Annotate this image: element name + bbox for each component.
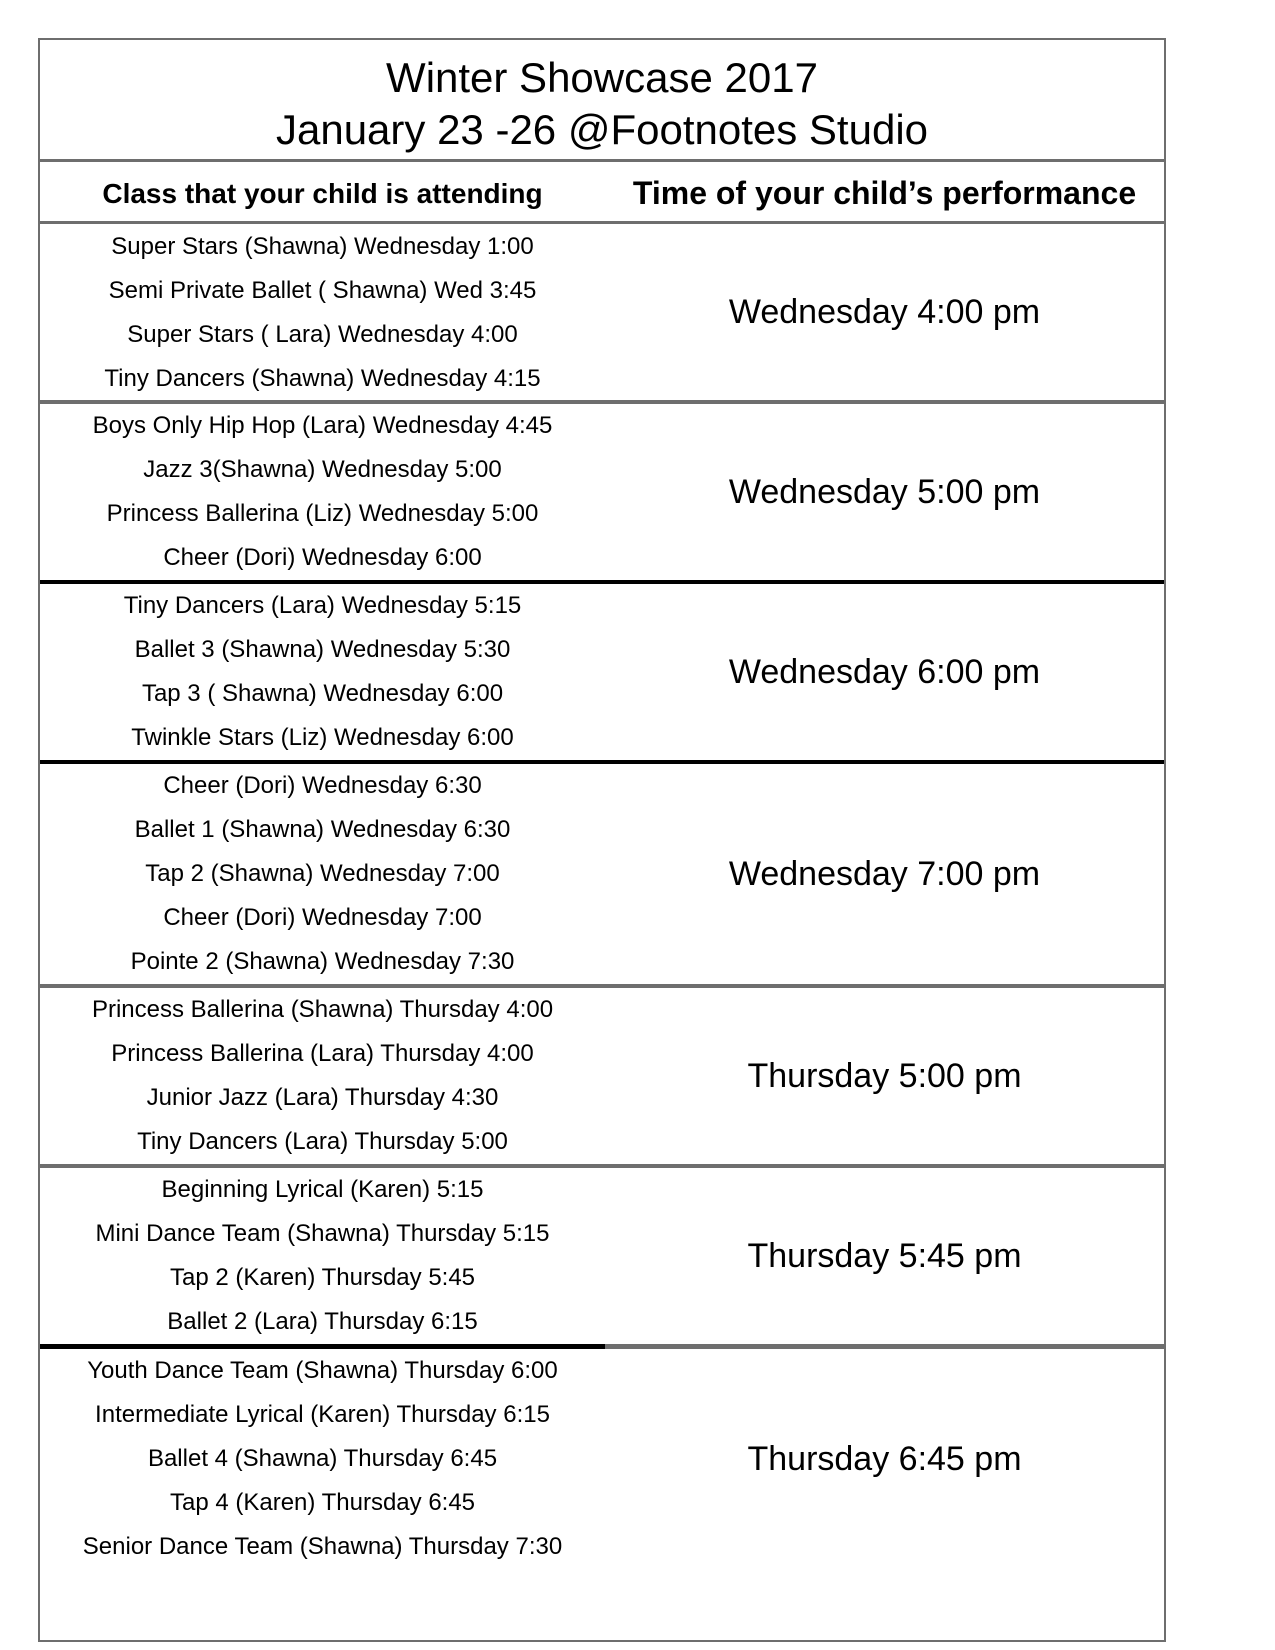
performance-time: Wednesday 4:00 pm	[728, 292, 1041, 331]
schedule-group	[40, 1349, 1164, 1569]
class-list	[40, 404, 605, 580]
class-item: Tiny Dancers (Lara) Wednesday 5:15	[123, 592, 522, 619]
class-item: Jazz 3(Shawna) Wednesday 5:00	[143, 456, 502, 483]
class-item: Princess Ballerina (Lara) Thursday 4:00	[111, 1040, 534, 1067]
class-item: Tap 3 ( Shawna) Wednesday 6:00	[141, 680, 504, 707]
class-item: Cheer (Dori) Wednesday 7:00	[163, 904, 482, 931]
class-item: Semi Private Ballet ( Shawna) Wed 3:45	[108, 277, 537, 304]
schedule-group	[40, 764, 1164, 984]
class-item: Boys Only Hip Hop (Lara) Wednesday 4:45	[92, 412, 553, 439]
class-item: Princess Ballerina (Shawna) Thursday 4:00	[91, 996, 554, 1023]
performance-time: Thursday 6:45 pm	[747, 1439, 1022, 1478]
schedule-group	[40, 404, 1164, 580]
class-item: Pointe 2 (Shawna) Wednesday 7:30	[130, 948, 515, 975]
class-item: Tiny Dancers (Shawna) Wednesday 4:15	[104, 365, 541, 392]
performance-time: Wednesday 6:00 pm	[728, 652, 1041, 691]
schedule-group	[40, 584, 1164, 760]
class-item: Tiny Dancers (Lara) Thursday 5:00	[137, 1128, 508, 1155]
class-item: Cheer (Dori) Wednesday 6:00	[163, 544, 482, 571]
class-list	[40, 584, 605, 760]
class-list	[40, 224, 605, 400]
title-block	[40, 40, 1164, 162]
schedule-group	[40, 988, 1164, 1164]
class-list	[40, 764, 605, 984]
performance-time: Wednesday 5:00 pm	[728, 472, 1041, 511]
class-item: Beginning Lyrical (Karen) 5:15	[161, 1176, 484, 1203]
schedule-group	[40, 224, 1164, 400]
class-list	[40, 1168, 605, 1344]
class-item: Intermediate Lyrical (Karen) Thursday 6:15	[95, 1401, 550, 1428]
class-item: Twinkle Stars (Liz) Wednesday 6:00	[131, 724, 514, 751]
class-item: Tap 2 (Shawna) Wednesday 7:00	[145, 860, 500, 887]
class-item: Ballet 1 (Shawna) Wednesday 6:30	[134, 816, 511, 843]
class-list	[40, 988, 605, 1164]
class-item: Cheer (Dori) Wednesday 6:30	[163, 772, 482, 799]
time-column-header: Time of your child’s performance	[632, 175, 1137, 211]
class-item: Ballet 3 (Shawna) Wednesday 5:30	[134, 636, 511, 663]
class-item: Mini Dance Team (Shawna) Thursday 5:15	[95, 1220, 550, 1247]
class-item: Super Stars (Shawna) Wednesday 1:00	[111, 233, 534, 260]
class-item: Senior Dance Team (Shawna) Thursday 7:30	[82, 1533, 563, 1560]
class-column-header: Class that your child is attending	[102, 177, 543, 209]
class-item: Super Stars ( Lara) Wednesday 4:00	[127, 321, 518, 348]
class-item: Ballet 4 (Shawna) Thursday 6:45	[147, 1445, 498, 1472]
class-item: Ballet 2 (Lara) Thursday 6:15	[167, 1308, 478, 1335]
class-item: Princess Ballerina (Liz) Wednesday 5:00	[106, 500, 539, 527]
performance-time: Wednesday 7:00 pm	[728, 854, 1041, 893]
class-item: Tap 4 (Karen) Thursday 6:45	[169, 1489, 476, 1516]
schedule-table	[38, 38, 1166, 1642]
class-list	[40, 1349, 605, 1569]
schedule-group	[40, 1168, 1164, 1344]
class-item: Youth Dance Team (Shawna) Thursday 6:00	[87, 1357, 558, 1384]
class-item: Junior Jazz (Lara) Thursday 4:30	[146, 1084, 499, 1111]
performance-time: Thursday 5:00 pm	[747, 1056, 1022, 1095]
title-line-1: Winter Showcase 2017	[386, 54, 818, 101]
title-line-2: January 23 -26 @Footnotes Studio	[275, 106, 929, 153]
column-header-row	[40, 162, 1164, 224]
class-item: Tap 2 (Karen) Thursday 5:45	[169, 1264, 476, 1291]
performance-time: Thursday 5:45 pm	[747, 1236, 1022, 1275]
